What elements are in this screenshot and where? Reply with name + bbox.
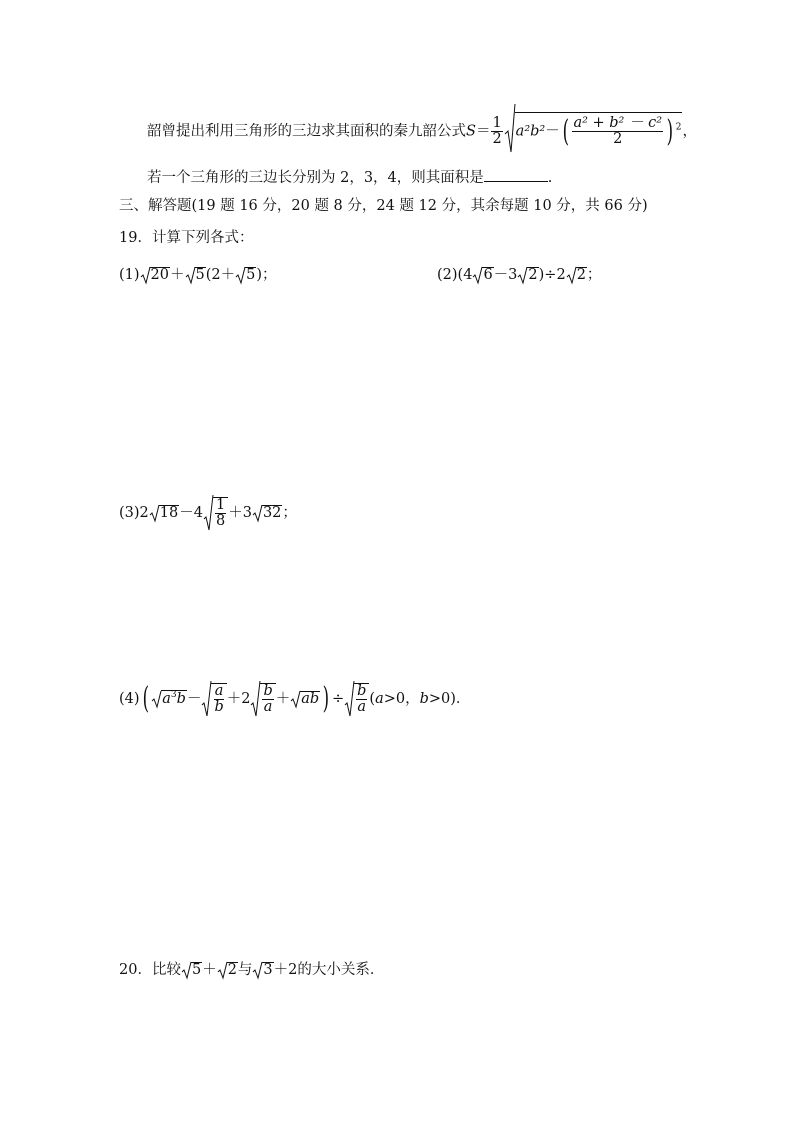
sqrt-ab: ab	[291, 691, 320, 708]
answer-blank[interactable]	[484, 167, 548, 182]
q19-2: (2)(4 6－3 2)÷2 2；	[437, 267, 602, 283]
formula-lparen: (	[562, 114, 569, 149]
sqrt-6: 6	[473, 267, 493, 284]
sqrt-3-q20: 3	[253, 962, 273, 979]
sqrt-2b: 2	[567, 267, 587, 284]
formula-eq: ＝	[475, 123, 491, 140]
q19-1: (1) 20＋ 5(2＋ 5)；	[119, 267, 277, 283]
formula-rparen: )	[666, 114, 674, 149]
sqrt-2-q20: 2	[218, 962, 238, 979]
formula-a2b2: a²b²	[515, 123, 546, 140]
sqrt-2: 2	[518, 267, 538, 284]
formula-comma: ，	[682, 123, 697, 140]
formula-radical: a²b²－( $\frac{\text{a² + b² － c²}}{2}$ ) $^2$	[505, 112, 683, 148]
sqrt-32: 32	[253, 505, 282, 522]
triangle-question: 若一个三角形的三边长分别为 2，3，4，则其面积是 .	[147, 167, 552, 186]
q20: 20．比较 5＋ 2与 3＋2的大小关系．	[119, 962, 385, 978]
sqrt-a3b: $a^3b$	[152, 690, 187, 708]
sqrt-b-over-a-2: $\frac{b}{a}$	[345, 683, 369, 715]
q19-4: (4)( $a^3b-$ $\frac{a}{b}$ ＋2 $\frac{b}{a}$ ＋ ab ) ÷ $\frac{b}{a}$ (a>0，b>0)．	[119, 681, 471, 717]
sqrt-5b: 5	[236, 267, 256, 284]
formula-half: $\frac{1}{2}$	[492, 114, 502, 147]
sqrt-one-eighth: $\frac{1}{8}$	[204, 497, 228, 529]
q19-title: 19．计算下列各式：	[119, 230, 254, 246]
q19-3: (3)2 18－4 $\frac{1}{8}$ ＋3 32；	[119, 497, 297, 530]
sqrt-b-over-a: $\frac{b}{a}$	[251, 683, 275, 715]
section-title: 三、解答题(19 题 16 分，20 题 8 分，24 题 12 分，其余每题 10 分，共 66 分)	[119, 198, 648, 214]
sqrt-20: 20	[141, 267, 170, 284]
formula-intro: 韶曾提出利用三角形的三边求其面积的秦九韶公式	[147, 123, 466, 140]
formula-line	[147, 112, 697, 148]
sqrt-5-q20: 5	[182, 962, 202, 979]
sqrt-18: 18	[150, 505, 179, 522]
formula-inner-frac: $\frac{\text{a² + b² － c²}}{2}$	[573, 114, 663, 147]
formula-s: S	[466, 123, 476, 140]
sqrt-a-over-b: $\frac{a}{b}$	[202, 683, 226, 715]
sqrt-5: 5	[186, 267, 206, 284]
